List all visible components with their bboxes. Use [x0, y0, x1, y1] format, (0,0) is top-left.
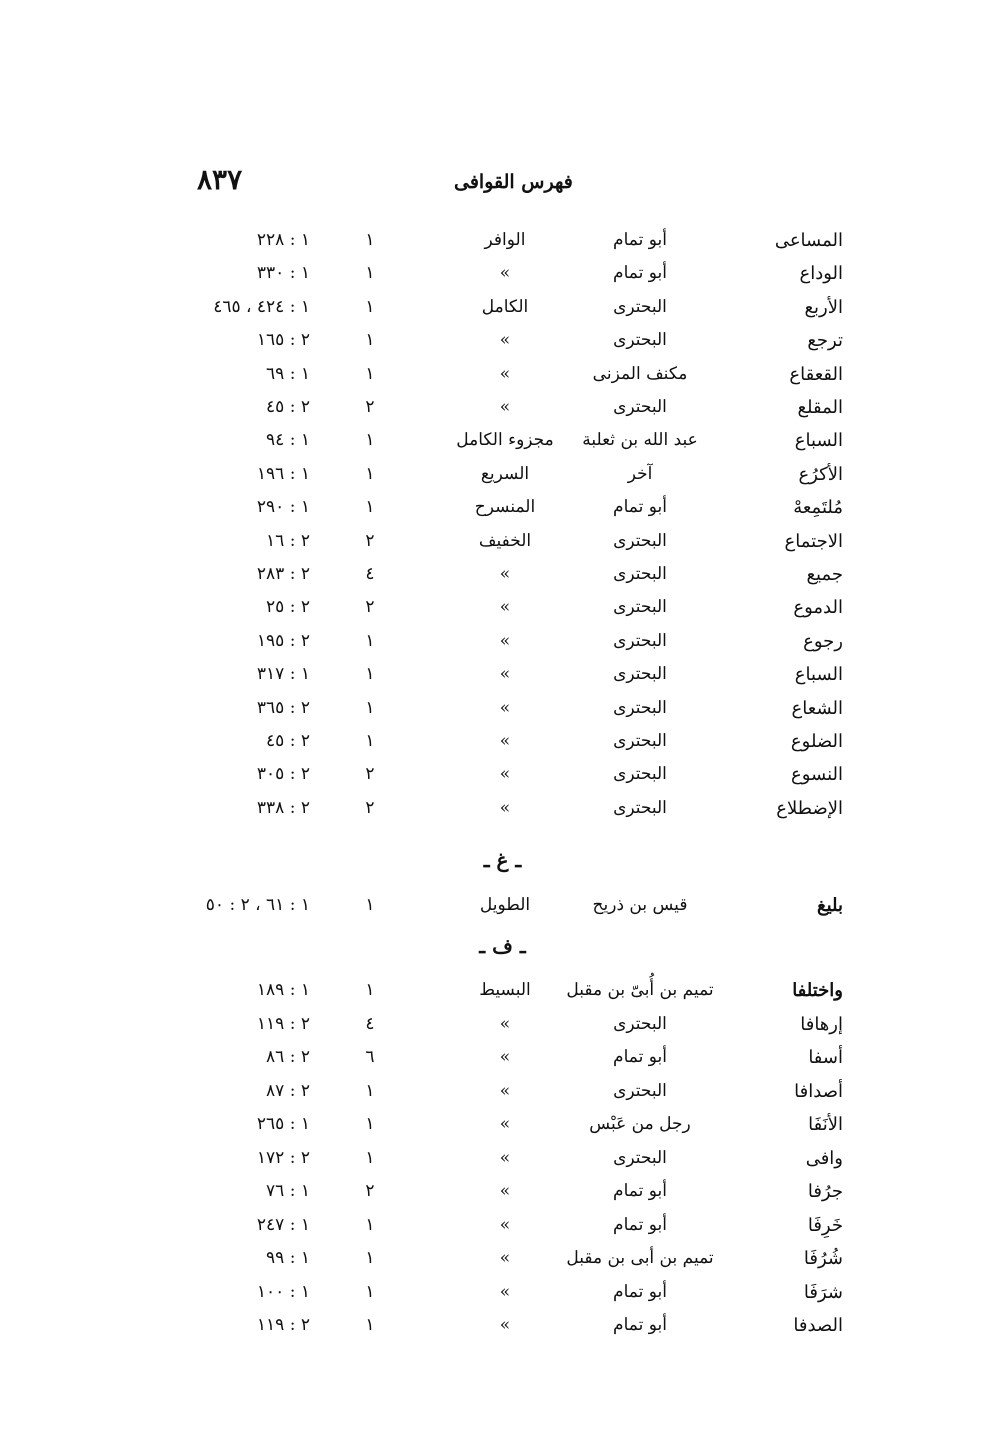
meter-name: »: [499, 330, 511, 351]
verse-count: ١: [365, 1315, 375, 1335]
verse-count: ٢: [365, 530, 375, 551]
meter-name: »: [499, 1147, 511, 1168]
poet-name: أبو تمام: [613, 1315, 667, 1335]
table-row: [0, 1047, 1005, 1081]
meter-name: »: [499, 1181, 511, 1201]
poet-name: أبو تمام: [613, 497, 667, 518]
page-reference: ٢ : ٣٦٥: [256, 697, 310, 718]
rhyme-word: جرُفا: [807, 1181, 843, 1202]
poet-name: البحترى: [613, 296, 667, 317]
rhyme-word: المساعى: [774, 230, 843, 251]
table-row: [0, 1181, 1005, 1215]
poet-name: قيس بن ذريح: [592, 895, 688, 915]
meter-name: »: [499, 764, 511, 785]
meter-name: »: [499, 797, 511, 818]
rhyme-word: شرَفَا: [803, 1281, 843, 1303]
verse-count: ١: [365, 895, 375, 915]
table-row: [0, 330, 1005, 364]
poet-name: البحترى: [613, 1080, 667, 1101]
page-reference: ١ : ٩٤: [266, 430, 310, 451]
page-reference: ١ : ٢٩٠: [256, 497, 310, 518]
meter-name: »: [499, 363, 511, 384]
meter-name: »: [499, 263, 511, 284]
verse-count: ٢: [365, 764, 375, 785]
page-reference: ١ : ٢٢٨: [256, 230, 310, 250]
rhyme-word: أصدافا: [794, 1080, 843, 1102]
table-row: [0, 1014, 1005, 1048]
table-row: [0, 698, 1005, 732]
meter-name: »: [499, 1114, 511, 1134]
page-header: [0, 163, 1005, 203]
rhyme-word: الأربع: [804, 296, 843, 318]
meter-name: الكامل: [481, 296, 529, 317]
poet-name: البحترى: [613, 664, 667, 685]
page-reference: ٢ : ١١٩: [256, 1013, 310, 1034]
poet-name: آخر: [627, 463, 653, 484]
rhyme-word: الضلوع: [790, 731, 843, 752]
verse-count: ١: [365, 1114, 375, 1134]
table-row: [0, 1215, 1005, 1249]
meter-name: الطويل: [479, 895, 531, 915]
rhyme-word: ترجع: [807, 330, 843, 352]
meter-name: »: [499, 697, 511, 718]
verse-count: ١: [365, 697, 375, 718]
rhyme-word: أسفا: [808, 1047, 843, 1068]
rhyme-word: السباع: [794, 430, 843, 452]
poet-name: أبو تمام: [613, 1214, 667, 1235]
verse-count: ١: [365, 230, 375, 250]
verse-count: ١: [365, 330, 375, 351]
rhyme-word: بليغ: [817, 895, 843, 916]
rhyme-word: جميع: [806, 564, 843, 585]
poet-name: البحترى: [613, 330, 667, 351]
table-row: [0, 1081, 1005, 1115]
meter-name: الوافر: [484, 230, 526, 250]
poet-name: عبد الله بن ثعلبة: [582, 430, 698, 451]
meter-name: »: [499, 1214, 511, 1235]
poet-name: البحترى: [613, 630, 667, 651]
rhyme-word: الدموع: [793, 597, 843, 619]
table-row: [0, 1148, 1005, 1182]
poet-name: البحترى: [613, 1147, 667, 1168]
poet-name: أبو تمام: [613, 230, 667, 250]
page-reference: ٢ : ٣٠٥: [256, 764, 310, 785]
verse-count: ١: [365, 463, 375, 484]
poet-name: البحترى: [613, 731, 667, 751]
section-heading-ghain: ـ غ ـ: [483, 848, 522, 872]
meter-name: »: [499, 397, 511, 417]
poet-name: البحترى: [613, 764, 667, 785]
page-number: ٨٣٧: [197, 163, 243, 196]
table-row: [0, 497, 1005, 531]
poet-name: البحترى: [613, 564, 667, 584]
verse-count: ١: [365, 363, 375, 384]
meter-name: »: [499, 597, 511, 618]
meter-name: »: [499, 664, 511, 685]
table-row: [0, 230, 1005, 264]
page-reference: ١ : ٣١٧: [256, 664, 310, 685]
page-reference: ٢ : ٨٧: [266, 1080, 310, 1101]
page-reference: ٢ : ١٩٥: [256, 630, 310, 651]
rhyme-word: شُرُفَا: [803, 1248, 843, 1269]
poet-name: البحترى: [613, 797, 667, 818]
meter-name: الخفيف: [478, 530, 532, 551]
rhyme-word: الإضطلاع: [776, 797, 843, 819]
table-row: [0, 731, 1005, 765]
table-row: [0, 1114, 1005, 1148]
verse-count: ١: [365, 1080, 375, 1101]
verse-count: ٢: [365, 797, 375, 818]
meter-name: مجزوء الكامل: [456, 430, 554, 451]
meter-name: »: [499, 731, 511, 751]
rhyme-word: النسوع: [790, 764, 843, 786]
page-reference: ١ : ٣٣٠: [256, 263, 310, 284]
table-row: [0, 1315, 1005, 1349]
table-row: [0, 564, 1005, 598]
page-reference: ١ : ١٨٩: [256, 980, 310, 1000]
rhyme-word: واختلفا: [792, 980, 843, 1001]
rhyme-word: وافى: [805, 1147, 843, 1169]
meter-name: »: [499, 1281, 511, 1302]
table-row: [0, 895, 1005, 929]
poet-name: البحترى: [613, 597, 667, 618]
page-reference: ١ : ٤٢٤ ، ٤٦٥: [213, 296, 310, 317]
meter-name: »: [499, 630, 511, 651]
poet-name: البحترى: [613, 1013, 667, 1034]
meter-name: »: [499, 1248, 511, 1268]
verse-count: ٤: [365, 1013, 375, 1034]
poet-name: مكنف المزنى: [592, 363, 688, 384]
meter-name: »: [499, 1080, 511, 1101]
rhyme-word: الأنَفَا: [808, 1114, 843, 1135]
verse-count: ٦: [365, 1047, 375, 1067]
table-row: [0, 397, 1005, 431]
page-reference: ١ : ٦١ ، ٢ : ٥٠: [205, 895, 310, 915]
verse-count: ١: [365, 1214, 375, 1235]
page-reference: ٢ : ٢٥: [266, 597, 310, 618]
meter-name: البسيط: [479, 980, 531, 1000]
rhyme-word: الشعاع: [791, 697, 843, 719]
meter-name: »: [499, 564, 511, 584]
table-row: [0, 1282, 1005, 1316]
meter-name: »: [499, 1047, 511, 1067]
verse-count: ١: [365, 1147, 375, 1168]
meter-name: »: [499, 1315, 511, 1335]
poet-name: البحترى: [613, 397, 667, 417]
poet-name: أبو تمام: [613, 263, 667, 284]
rhyme-word: الوداع: [799, 263, 843, 285]
page-reference: ١ : ٩٩: [266, 1248, 310, 1268]
verse-count: ٢: [365, 1181, 375, 1201]
verse-count: ١: [365, 497, 375, 518]
page-reference: ٢ : ١١٩: [256, 1315, 310, 1335]
meter-name: »: [499, 1013, 511, 1034]
table-row: [0, 531, 1005, 565]
verse-count: ١: [365, 1281, 375, 1302]
table-row: [0, 263, 1005, 297]
section-heading-fa: ـ ف ـ: [479, 934, 526, 958]
page-reference: ٢ : ٤٥: [266, 397, 310, 417]
rhyme-word: الاجتماع: [784, 530, 843, 552]
page-reference: ١ : ٢٤٧: [256, 1214, 310, 1235]
rhyme-word: مُلتَمِعهْ: [793, 497, 843, 519]
table-row: [0, 364, 1005, 398]
rhyme-word: القعقاع: [789, 363, 843, 385]
page-reference: ٢ : ٤٥: [266, 731, 310, 751]
table-row: [0, 297, 1005, 331]
rhyme-word: رجوع: [803, 630, 843, 652]
poet-name: البحترى: [613, 530, 667, 551]
rhyme-word: خَرِفَا: [807, 1214, 843, 1236]
page-reference: ٢ : ٢٨٣: [256, 564, 310, 584]
verse-count: ٤: [365, 564, 375, 584]
verse-count: ١: [365, 630, 375, 651]
verse-count: ١: [365, 731, 375, 751]
table-row: [0, 798, 1005, 832]
page-reference: ١ : ١٠٠: [256, 1281, 310, 1302]
table-row: [0, 980, 1005, 1014]
table-row: [0, 664, 1005, 698]
page-reference: ٢ : ١٦٥: [256, 330, 310, 351]
rhyme-word: الصدفا: [793, 1315, 843, 1336]
poet-name: تميم بن أبى بن مقبل: [566, 1248, 714, 1268]
page-reference: ١ : ٦٩: [266, 363, 310, 384]
verse-count: ١: [365, 664, 375, 685]
page-title: فهرس القوافى: [454, 171, 573, 193]
verse-count: ١: [365, 296, 375, 317]
meter-name: السريع: [480, 463, 530, 484]
verse-count: ٢: [365, 397, 375, 417]
poet-name: أبو تمام: [613, 1181, 667, 1201]
page-reference: ٢ : ٨٦: [266, 1047, 310, 1067]
rhyme-word: إرهافا: [800, 1013, 843, 1035]
table-row: [0, 597, 1005, 631]
rhyme-word: الأكرُع: [798, 463, 843, 485]
page-reference: ٢ : ١٧٢: [256, 1147, 310, 1168]
table-row: [0, 764, 1005, 798]
table-row: [0, 464, 1005, 498]
rhyme-word: المقلع: [797, 397, 843, 418]
poet-name: أبو تمام: [613, 1281, 667, 1302]
page-reference: ١ : ٧٦: [266, 1181, 310, 1201]
verse-count: ١: [365, 430, 375, 451]
page-reference: ٢ : ١٦: [266, 530, 310, 551]
meter-name: المنسرح: [474, 497, 536, 518]
poet-name: أبو تمام: [613, 1047, 667, 1067]
verse-count: ١: [365, 1248, 375, 1268]
page-reference: ٢ : ٣٣٨: [256, 797, 310, 818]
verse-count: ١: [365, 980, 375, 1000]
verse-count: ٢: [365, 597, 375, 618]
table-row: [0, 1248, 1005, 1282]
poet-name: رجل من عَبْس: [589, 1114, 691, 1134]
table-row: [0, 430, 1005, 464]
poet-name: البحترى: [613, 697, 667, 718]
poet-name: تميم بن أُبىّ بن مقبل: [566, 980, 714, 1000]
rhyme-word: السباع: [794, 664, 843, 686]
page-reference: ١ : ٢٦٥: [256, 1114, 310, 1134]
verse-count: ١: [365, 263, 375, 284]
table-row: [0, 631, 1005, 665]
page-reference: ١ : ١٩٦: [256, 463, 310, 484]
